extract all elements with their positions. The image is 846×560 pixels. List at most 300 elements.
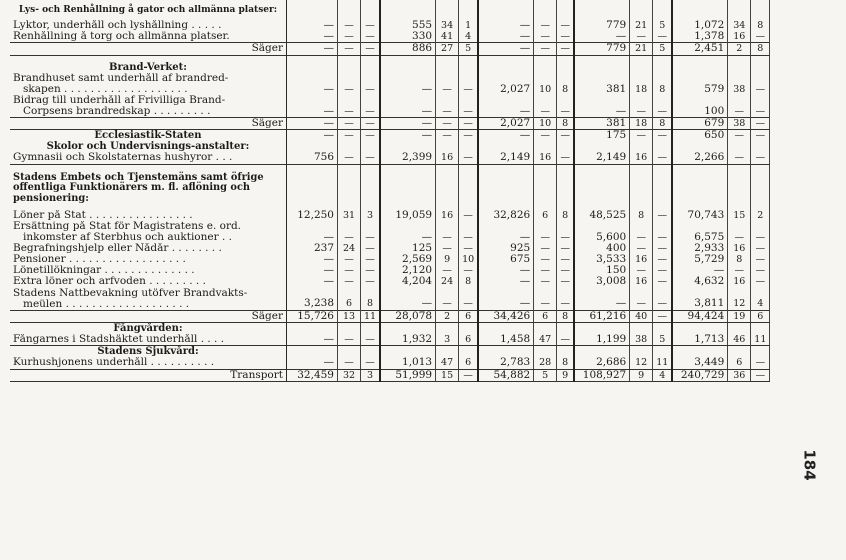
heading-row	[10, 346, 770, 358]
amount-cell: —	[459, 130, 479, 142]
amount-cell: —	[557, 130, 575, 142]
amount-cell: 2,027	[478, 73, 534, 95]
amount-cell: 6	[459, 310, 479, 322]
amount-cell: 32	[338, 369, 361, 381]
amount-cell: 51,999	[380, 369, 436, 381]
amount-cell: 9	[630, 369, 653, 381]
amount-cell: 16	[436, 210, 459, 221]
amount-cell: —	[380, 130, 436, 142]
amount-cell: 15,726	[287, 310, 338, 322]
amount-cell: 1	[459, 20, 479, 31]
amount-cell: 16	[630, 152, 653, 164]
row-label-line-1: Stadens Nattbevakning utöfver Brandvakts-	[13, 287, 248, 299]
amount-cell: —	[478, 20, 534, 31]
amount-cell: —	[478, 95, 534, 118]
subtotal-label: Säger	[10, 117, 287, 129]
amount-cell: —	[338, 43, 361, 55]
amount-cell: 175	[574, 130, 630, 142]
amount-cell: —	[338, 334, 361, 346]
amount-cell: —	[380, 95, 436, 118]
amount-cell: —	[653, 288, 673, 311]
transport-row	[10, 369, 770, 381]
amount-cell: 8	[751, 43, 770, 55]
amount-cell: —	[653, 95, 673, 118]
amount-cell: 8	[751, 20, 770, 31]
amount-cell: 100	[672, 95, 728, 118]
amount-cell: —	[459, 73, 479, 95]
amount-cell: —	[557, 20, 575, 31]
amount-cell: 6	[534, 310, 557, 322]
amount-cell: —	[436, 73, 459, 95]
row-label: Pensioner . . . . . . . . . . . . . . . . . .	[13, 254, 186, 266]
amount-cell: 5	[459, 43, 479, 55]
amount-cell: —	[287, 130, 338, 142]
amount-cell: —	[361, 130, 381, 142]
amount-cell: 1,013	[380, 357, 436, 369]
amount-cell: —	[478, 31, 534, 43]
section-heading: Brand-Verket:	[109, 61, 187, 73]
amount-cell: 3,008	[574, 276, 630, 287]
heading-row	[10, 164, 770, 210]
amount-cell: 61,216	[574, 310, 630, 322]
amount-cell: —	[534, 130, 557, 142]
amount-cell: 8	[557, 73, 575, 95]
subtotal-label: Säger	[10, 310, 287, 322]
amount-cell: —	[338, 20, 361, 31]
row-label	[10, 95, 287, 118]
amount-cell: 10	[534, 73, 557, 95]
amount-cell: —	[436, 288, 459, 311]
amount-cell: 8	[361, 288, 381, 311]
amount-cell: —	[478, 288, 534, 311]
amount-cell: —	[574, 31, 630, 43]
amount-cell: —	[459, 369, 479, 381]
amount-cell: 28,078	[380, 310, 436, 322]
amount-cell: —	[557, 43, 575, 55]
amount-cell: —	[361, 221, 381, 243]
amount-cell: 94,424	[672, 310, 728, 322]
amount-cell: 27	[436, 43, 459, 55]
amount-cell: —	[534, 31, 557, 43]
subtotal-row	[10, 310, 770, 322]
amount-cell: 4	[459, 31, 479, 43]
amount-cell: —	[653, 31, 673, 43]
amount-cell: —	[557, 265, 575, 276]
amount-cell: 5,729	[672, 254, 728, 265]
table-row	[10, 288, 770, 311]
amount-cell: 16	[728, 276, 751, 287]
amount-cell: —	[361, 117, 381, 129]
section-heading: Fångvården:	[113, 322, 183, 334]
heading-row	[10, 0, 770, 20]
amount-cell: —	[287, 73, 338, 95]
row-label: Fångarnes i Stadshäktet underhåll . . . .	[10, 334, 287, 346]
amount-cell: 237	[287, 243, 338, 254]
amount-cell: —	[361, 95, 381, 118]
row-label: Lönetillökningar . . . . . . . . . . . . . .	[13, 265, 195, 277]
table-row	[10, 357, 770, 369]
amount-cell: 38	[728, 117, 751, 129]
table-row	[10, 334, 770, 346]
amount-cell: —	[751, 243, 770, 254]
amount-cell: 2,686	[574, 357, 630, 369]
amount-cell: —	[287, 276, 338, 287]
amount-cell: —	[436, 221, 459, 243]
amount-cell: —	[751, 369, 770, 381]
amount-cell: 3,449	[672, 357, 728, 369]
amount-cell: 10	[459, 254, 479, 265]
amount-cell: —	[287, 254, 338, 265]
amount-cell: —	[728, 265, 751, 276]
subtotal-label: Transport	[10, 369, 287, 381]
amount-cell: —	[287, 95, 338, 118]
amount-cell: 11	[361, 310, 381, 322]
amount-cell: 19,059	[380, 210, 436, 221]
amount-cell: 41	[436, 31, 459, 43]
amount-cell: 886	[380, 43, 436, 55]
amount-cell: —	[630, 221, 653, 243]
amount-cell: 330	[380, 31, 436, 43]
amount-cell: —	[459, 243, 479, 254]
heading-row	[10, 322, 770, 334]
amount-cell: —	[653, 221, 673, 243]
amount-cell: 8	[557, 310, 575, 322]
table-row	[10, 73, 770, 95]
amount-cell: 8	[630, 210, 653, 221]
amount-cell: 70,743	[672, 210, 728, 221]
amount-cell: —	[751, 152, 770, 164]
amount-cell: —	[557, 31, 575, 43]
row-label-line-1: Bidrag till underhåll af Frivilliga Brand-	[13, 94, 226, 106]
amount-cell: 38	[728, 73, 751, 95]
amount-cell: —	[338, 130, 361, 142]
amount-cell: 150	[574, 265, 630, 276]
amount-cell: 21	[630, 20, 653, 31]
amount-cell: —	[338, 276, 361, 287]
amount-cell: —	[361, 20, 381, 31]
amount-cell: —	[459, 95, 479, 118]
amount-cell: —	[361, 73, 381, 95]
amount-cell: 24	[338, 243, 361, 254]
row-label: Begrafningshjelp eller Nådår . . . . . . . .	[13, 242, 222, 254]
amount-cell: 108,927	[574, 369, 630, 381]
amount-cell: —	[653, 243, 673, 254]
amount-cell: 16	[728, 243, 751, 254]
amount-cell: 16	[436, 152, 459, 164]
amount-cell: 675	[478, 254, 534, 265]
amount-cell: 12,250	[287, 210, 338, 221]
amount-cell: 8	[557, 210, 575, 221]
row-label-line-2: inkomster af Sterbhus och auktioner . .	[23, 230, 232, 243]
amount-cell: —	[751, 276, 770, 287]
amount-cell: 679	[672, 117, 728, 129]
amount-cell: —	[459, 152, 479, 164]
amount-cell: 13	[338, 310, 361, 322]
amount-cell: 6	[751, 310, 770, 322]
amount-cell: —	[534, 20, 557, 31]
amount-cell: 3	[436, 334, 459, 346]
amount-cell: 8	[653, 73, 673, 95]
amount-cell: —	[478, 130, 534, 142]
amount-cell: —	[478, 43, 534, 55]
amount-cell: 5	[653, 334, 673, 346]
amount-cell: 400	[574, 243, 630, 254]
amount-cell: 1,378	[672, 31, 728, 43]
amount-cell: 6	[338, 288, 361, 311]
amount-cell: 5	[534, 369, 557, 381]
amount-cell: —	[751, 95, 770, 118]
amount-cell: 12	[728, 288, 751, 311]
amount-cell: —	[361, 43, 381, 55]
table-row	[10, 130, 770, 142]
amount-cell: —	[436, 130, 459, 142]
amount-cell: 18	[630, 73, 653, 95]
amount-cell: 3,811	[672, 288, 728, 311]
amount-cell: 8	[728, 254, 751, 265]
amount-cell: 19	[728, 310, 751, 322]
amount-cell: —	[630, 265, 653, 276]
amount-cell: 16	[534, 152, 557, 164]
subtotal-label: Säger	[10, 43, 287, 55]
amount-cell: —	[478, 276, 534, 287]
amount-cell: 15	[728, 210, 751, 221]
amount-cell: —	[361, 357, 381, 369]
amount-cell: 9	[557, 369, 575, 381]
amount-cell: —	[534, 265, 557, 276]
table-row	[10, 221, 770, 243]
amount-cell: —	[574, 288, 630, 311]
row-label-line-2: skapen . . . . . . . . . . . . . . . . . . .	[23, 82, 188, 95]
amount-cell: —	[751, 265, 770, 276]
subtotal-row	[10, 43, 770, 55]
amount-cell: —	[653, 152, 673, 164]
amount-cell: 2,149	[574, 152, 630, 164]
amount-cell: —	[653, 310, 673, 322]
row-label-line-1: Brandhuset samt underhåll af brandred-	[13, 72, 229, 84]
row-label: Gymnasii och Skolstaternas hushyror . . .	[10, 152, 287, 164]
amount-cell: 1,072	[672, 20, 728, 31]
amount-cell: 2,783	[478, 357, 534, 369]
table-row	[10, 20, 770, 31]
amount-cell: 6	[728, 357, 751, 369]
amount-cell: 38	[630, 334, 653, 346]
row-label-line-1: Ersättning på Stat för Magistratens e. ord.	[13, 220, 242, 232]
amount-cell: —	[557, 288, 575, 311]
amount-cell: 48,525	[574, 210, 630, 221]
amount-cell: —	[459, 288, 479, 311]
amount-cell: 240,729	[672, 369, 728, 381]
amount-cell: 21	[630, 43, 653, 55]
row-label	[10, 221, 287, 243]
amount-cell: 5	[653, 20, 673, 31]
amount-cell: —	[653, 276, 673, 287]
amount-cell: 2,569	[380, 254, 436, 265]
amount-cell: —	[287, 221, 338, 243]
amount-cell: 4	[653, 369, 673, 381]
amount-cell: —	[751, 73, 770, 95]
amount-cell: —	[361, 334, 381, 346]
amount-cell: 9	[436, 254, 459, 265]
amount-cell: —	[557, 254, 575, 265]
amount-cell: —	[557, 95, 575, 118]
amount-cell: —	[534, 221, 557, 243]
amount-cell: —	[380, 221, 436, 243]
amount-cell: 650	[672, 130, 728, 142]
amount-cell: —	[287, 117, 338, 129]
amount-cell: 16	[630, 254, 653, 265]
section-heading: Ecclesiastik-Staten	[94, 130, 202, 142]
row-label-line-2: meülen . . . . . . . . . . . . . . . . . . .	[23, 297, 190, 310]
amount-cell: —	[728, 152, 751, 164]
ledger-table	[10, 0, 770, 382]
table-row	[10, 276, 770, 287]
amount-cell: —	[287, 43, 338, 55]
amount-cell: 32,826	[478, 210, 534, 221]
amount-cell: —	[338, 117, 361, 129]
amount-cell: —	[557, 276, 575, 287]
table-row	[10, 152, 770, 164]
row-label: Lyktor, underhåll och lyshållning . . . . .	[13, 20, 222, 31]
table-row	[10, 254, 770, 265]
amount-cell: 779	[574, 20, 630, 31]
row-label: Renhållning å torg och allmänna platser.	[13, 31, 230, 43]
amount-cell: —	[338, 31, 361, 43]
table-row	[10, 210, 770, 221]
row-label	[10, 73, 287, 95]
amount-cell: —	[751, 221, 770, 243]
amount-cell: —	[380, 288, 436, 311]
amount-cell: —	[653, 210, 673, 221]
amount-cell: 2	[436, 310, 459, 322]
amount-cell: 2,120	[380, 265, 436, 276]
amount-cell: —	[338, 357, 361, 369]
amount-cell: 125	[380, 243, 436, 254]
amount-cell: 3	[361, 210, 381, 221]
heading-row	[10, 55, 770, 73]
amount-cell: 6	[459, 334, 479, 346]
amount-cell: 47	[436, 357, 459, 369]
amount-cell: —	[557, 243, 575, 254]
amount-cell: 54,882	[478, 369, 534, 381]
amount-cell: 31	[338, 210, 361, 221]
amount-cell: 555	[380, 20, 436, 31]
amount-cell: —	[338, 254, 361, 265]
amount-cell: —	[478, 265, 534, 276]
amount-cell: 3	[361, 369, 381, 381]
amount-cell: 34,426	[478, 310, 534, 322]
amount-cell: 1,199	[574, 334, 630, 346]
amount-cell: —	[361, 254, 381, 265]
amount-cell: 1,458	[478, 334, 534, 346]
amount-cell: —	[534, 243, 557, 254]
amount-cell: 2	[728, 43, 751, 55]
amount-cell: 1,713	[672, 334, 728, 346]
amount-cell: —	[338, 221, 361, 243]
amount-cell: 579	[672, 73, 728, 95]
row-label: Löner på Stat . . . . . . . . . . . . . . . .	[13, 209, 193, 221]
amount-cell: —	[361, 276, 381, 287]
amount-cell: —	[534, 254, 557, 265]
amount-cell: 34	[728, 20, 751, 31]
amount-cell: 4,632	[672, 276, 728, 287]
amount-cell: —	[630, 243, 653, 254]
amount-cell: 5,600	[574, 221, 630, 243]
amount-cell: 2,027	[478, 117, 534, 129]
amount-cell: 47	[534, 334, 557, 346]
amount-cell: —	[287, 334, 338, 346]
amount-cell: —	[361, 31, 381, 43]
amount-cell: 2,149	[478, 152, 534, 164]
amount-cell: 8	[557, 357, 575, 369]
amount-cell: —	[557, 221, 575, 243]
amount-cell: 2,266	[672, 152, 728, 164]
amount-cell: —	[338, 152, 361, 164]
amount-cell: 8	[653, 117, 673, 129]
amount-cell: —	[436, 243, 459, 254]
section-heading: Stadens Sjukvård:	[97, 346, 199, 358]
section-heading: Skolor och Undervisnings-anstalter:	[46, 141, 250, 153]
amount-cell: 16	[728, 31, 751, 43]
amount-cell: —	[672, 265, 728, 276]
amount-cell: 3,533	[574, 254, 630, 265]
row-label: Extra löner och arfvoden . . . . . . . . .	[13, 276, 206, 288]
amount-cell: —	[361, 265, 381, 276]
amount-cell: —	[534, 276, 557, 287]
amount-cell: 6	[459, 357, 479, 369]
amount-cell: —	[287, 20, 338, 31]
row-label: Kurhushjonens underhåll . . . . . . . . . .	[10, 357, 287, 369]
section-heading: Stadens Embets och Tjenstemäns samt öfrige offentliga Funktionärers m. fl. aflöning och pensionering:	[13, 171, 264, 204]
amount-cell: —	[534, 43, 557, 55]
heading-row	[10, 141, 770, 152]
amount-cell: 2,933	[672, 243, 728, 254]
amount-cell: —	[361, 243, 381, 254]
amount-cell: —	[287, 265, 338, 276]
amount-cell: 11	[751, 334, 770, 346]
amount-cell: 12	[630, 357, 653, 369]
amount-cell: —	[380, 117, 436, 129]
amount-cell: 46	[728, 334, 751, 346]
table-row	[10, 95, 770, 118]
amount-cell: 4,204	[380, 276, 436, 287]
amount-cell: 36	[728, 369, 751, 381]
amount-cell: 6,575	[672, 221, 728, 243]
amount-cell: 11	[653, 357, 673, 369]
table-row	[10, 243, 770, 254]
amount-cell: —	[380, 73, 436, 95]
amount-cell: 5	[653, 43, 673, 55]
amount-cell: —	[534, 95, 557, 118]
amount-cell: —	[459, 265, 479, 276]
amount-cell: —	[436, 95, 459, 118]
amount-cell: 381	[574, 117, 630, 129]
row-label	[10, 288, 287, 311]
amount-cell: —	[630, 288, 653, 311]
amount-cell: —	[557, 334, 575, 346]
amount-cell: 34	[436, 20, 459, 31]
amount-cell: 16	[630, 276, 653, 287]
page-number: 184	[800, 449, 819, 481]
amount-cell: —	[459, 210, 479, 221]
amount-cell: —	[557, 152, 575, 164]
amount-cell: 24	[436, 276, 459, 287]
amount-cell: 15	[436, 369, 459, 381]
section-heading: Lys- och Renhållning å gator och allmänna platser:	[18, 4, 278, 15]
amount-cell: 8	[459, 276, 479, 287]
amount-cell: —	[436, 265, 459, 276]
amount-cell: —	[287, 31, 338, 43]
amount-cell: 3,238	[287, 288, 338, 311]
